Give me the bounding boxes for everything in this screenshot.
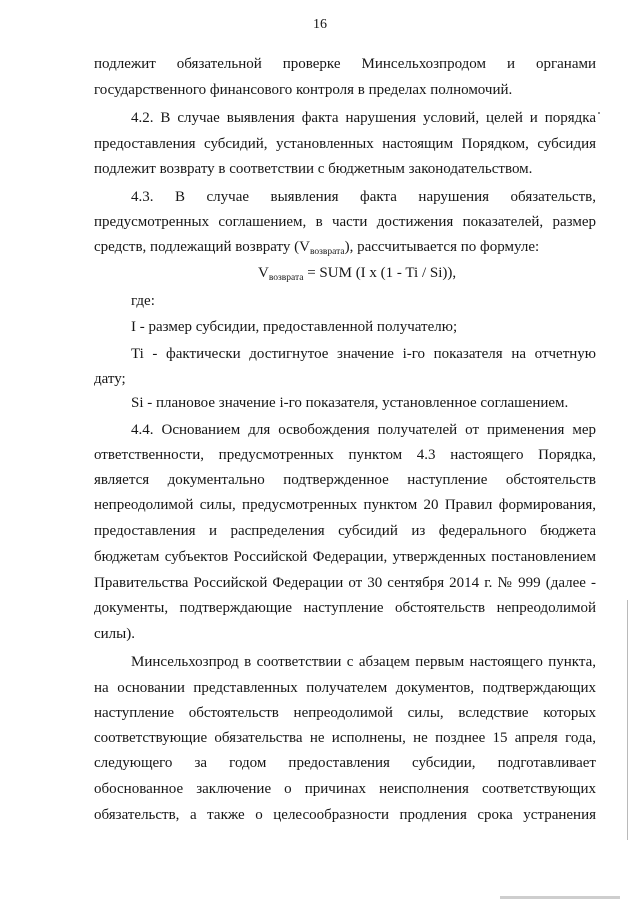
- text-line: дату;: [94, 371, 126, 387]
- text-line: подлежит обязательной проверке Минсельхозпродом и органами: [94, 56, 596, 72]
- scan-bottom-mark: [500, 896, 620, 899]
- text-line: обоснованное заключение о причинах неисполнения соответствующих: [94, 781, 596, 797]
- formula-variable: V: [258, 265, 269, 281]
- text-line: следующего за годом предоставления субсидии, подготавливает: [94, 755, 596, 771]
- text-line: государственного финансового контроля в пределах полномочий.: [94, 82, 513, 98]
- text-line: где:: [131, 293, 155, 309]
- text-line: соответствующие обязательства не исполнены, не позднее 15 апреля года,: [94, 730, 596, 746]
- scan-dot: [598, 112, 600, 114]
- text-line: предоставления и распределения субсидий из федерального бюджета: [94, 523, 596, 539]
- text-line: наступление обстоятельств непреодолимой силы, вследствие которых: [94, 705, 596, 721]
- clause-4-4-line: 4.4. Основанием для освобождения получателей от применения мер: [131, 422, 596, 438]
- clause-4-3-line: 4.3. В случае выявления факта нарушения обязательств,: [131, 189, 596, 205]
- text-line: является документально подтвержденное наступление обстоятельств: [94, 472, 596, 488]
- scan-edge-mark: [627, 600, 628, 840]
- formula-subscript: возврата: [268, 273, 304, 283]
- subscript: возврата: [309, 247, 345, 257]
- text-line: непреодолимой силы, предусмотренных пунктом 20 Правил формирования,: [94, 497, 596, 513]
- text-line: бюджетам субъектов Российской Федерации, утвержденных постановлением: [94, 549, 596, 565]
- paragraph-first-line: Минсельхозпрод в соответствии с абзацем первым настоящего пункта,: [131, 654, 596, 670]
- text-line: Правительства Российской Федерации от 30 сентября 2014 г. № 999 (далее -: [94, 575, 596, 591]
- text-line: предусмотренных соглашением, в части достижения показателей, размер: [94, 214, 596, 230]
- text-line: обязательств, а также о целесообразности продления срока устранения: [94, 807, 596, 823]
- text-segment: ), рассчитывается по формуле:: [344, 239, 540, 255]
- page-number: 16: [313, 17, 327, 32]
- definition-line: I - размер субсидии, предоставленной получателю;: [131, 319, 458, 335]
- text-line: документы, подтверждающие наступление обстоятельств непреодолимой: [94, 600, 596, 616]
- formula-expression: = SUM (I x (1 - Ti / Si)),: [303, 265, 457, 281]
- text-line: на основании представленных получателем документов, подтверждающих: [94, 680, 596, 696]
- text-line: предоставления субсидий, установленных настоящим Порядком, субсидия: [94, 136, 596, 152]
- definition-line: Ti - фактически достигнутое значение i-го показателя на отчетную: [131, 346, 596, 362]
- text-line: ответственности, предусмотренных пунктом 4.3 настоящего Порядка,: [94, 447, 596, 463]
- text-line: подлежит возврату в соответствии с бюджетным законодательством.: [94, 161, 533, 177]
- clause-4-2-line: 4.2. В случае выявления факта нарушения условий, целей и порядка: [131, 110, 596, 126]
- text-line: силы).: [94, 626, 135, 642]
- refund-formula: [258, 262, 456, 284]
- text-line-with-subscript: [94, 236, 596, 258]
- text-segment: средств, подлежащий возврату (V: [94, 239, 310, 255]
- definition-line: Si - плановое значение i-го показателя, установленное соглашением.: [131, 395, 569, 411]
